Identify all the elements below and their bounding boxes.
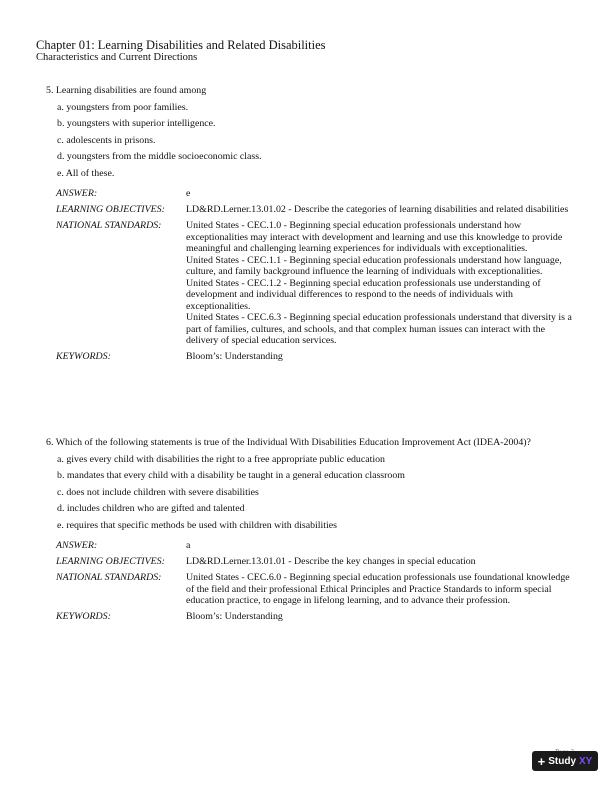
objectives-label: LEARNING OBJECTIVES:: [56, 204, 165, 215]
badge-text-xy: XY: [579, 755, 593, 767]
answer-value: e: [186, 188, 191, 199]
question-metadata: [56, 188, 576, 363]
plus-icon: +: [537, 753, 546, 769]
standards-label: NATIONAL STANDARDS:: [56, 572, 162, 583]
standard-item: United States - CEC.6.0 - Beginning special education professionals use foundational knowledge of the field and their professional Ethical Principles and Practice Standards to inform special education practice, to engage in lifelong learning, and to advance their profession.: [186, 572, 570, 606]
answer-row: [56, 540, 576, 552]
question-number: 6.: [46, 437, 54, 448]
answer-label: ANSWER:: [56, 188, 98, 199]
standards-list: [186, 572, 576, 607]
objectives-label: LEARNING OBJECTIVES:: [56, 556, 165, 567]
question-number: 5.: [46, 85, 54, 96]
question-text: Learning disabilities are found among: [55, 85, 207, 96]
objectives-value: LD&RD.Lerner.13.01.02 - Describe the categories of learning disabilities and related disabilities: [186, 204, 569, 215]
answer-options: [46, 102, 576, 180]
option-a: a. gives every child with disabilities the right to a free appropriate public education: [57, 453, 385, 465]
standards-list: [186, 220, 576, 347]
keywords-label: KEYWORDS:: [56, 611, 111, 622]
question-stem: [46, 85, 576, 97]
answer-value: a: [186, 540, 191, 551]
keywords-label: KEYWORDS:: [56, 351, 111, 362]
badge-text-study: Study: [548, 755, 577, 767]
answer-row: [56, 188, 576, 200]
option-b: b. mandates that every child with a disability be taught in a general education classroom: [57, 470, 405, 481]
keywords-value: Bloom’s: Understanding: [186, 351, 283, 362]
keywords-value: Bloom’s: Understanding: [186, 611, 283, 622]
question-stem: [46, 437, 576, 449]
chapter-title: Chapter 01: Learning Disabilities and Related Disabilities: [36, 38, 326, 52]
objectives-row: [56, 556, 576, 568]
standard-item: United States - CEC.1.2 - Beginning special education professionals use understanding of development and individual differences to respond to the needs of individuals with exceptionalities.: [186, 277, 541, 312]
studyxy-badge[interactable]: [532, 751, 598, 771]
question-6: [46, 437, 576, 627]
option-c: c. adolescents in prisons.: [57, 134, 156, 146]
standards-row: [56, 572, 576, 607]
option-a: a. youngsters from poor families.: [57, 101, 189, 113]
option-b: b. youngsters with superior intelligence.: [57, 118, 216, 129]
standard-item: United States - CEC.1.0 - Beginning special education professionals understand how exceptionalities may interact with development and learning and use this knowledge to provide meaningful and challenging learning experiences for individuals with exceptionalities.: [186, 220, 563, 254]
standards-row: [56, 220, 576, 347]
option-d: d. youngsters from the middle socioeconomic class.: [57, 151, 262, 162]
keywords-row: [56, 611, 576, 623]
objectives-row: [56, 204, 576, 216]
standard-item: United States - CEC.1.1 - Beginning special education professionals understand how language, culture, and family background influence the learning of individuals with exceptionalities.: [186, 254, 562, 277]
option-e: e. requires that specific methods be used with children with disabilities: [57, 519, 337, 531]
standard-item: United States - CEC.6.3 - Beginning special education professionals understand that diversity is a part of families, cultures, and schools, and that complex human issues can interact with the delivery of special education services.: [186, 312, 572, 346]
chapter-subtitle: Characteristics and Current Directions: [36, 52, 198, 63]
option-c: c. does not include children with severe disabilities: [57, 486, 259, 498]
option-e: e. All of these.: [57, 167, 115, 179]
objectives-value: LD&RD.Lerner.13.01.01 - Describe the key changes in special education: [186, 556, 476, 567]
option-d: d. includes children who are gifted and talented: [57, 503, 245, 514]
keywords-row: [56, 351, 576, 363]
answer-label: ANSWER:: [56, 540, 98, 551]
standards-label: NATIONAL STANDARDS:: [56, 220, 162, 231]
question-text: Which of the following statements is true of the Individual With Disabilities Education Improvement Act (IDEA-2004)?: [55, 437, 531, 448]
question-5: [46, 85, 576, 367]
answer-options: [46, 454, 576, 532]
question-metadata: [56, 540, 576, 623]
